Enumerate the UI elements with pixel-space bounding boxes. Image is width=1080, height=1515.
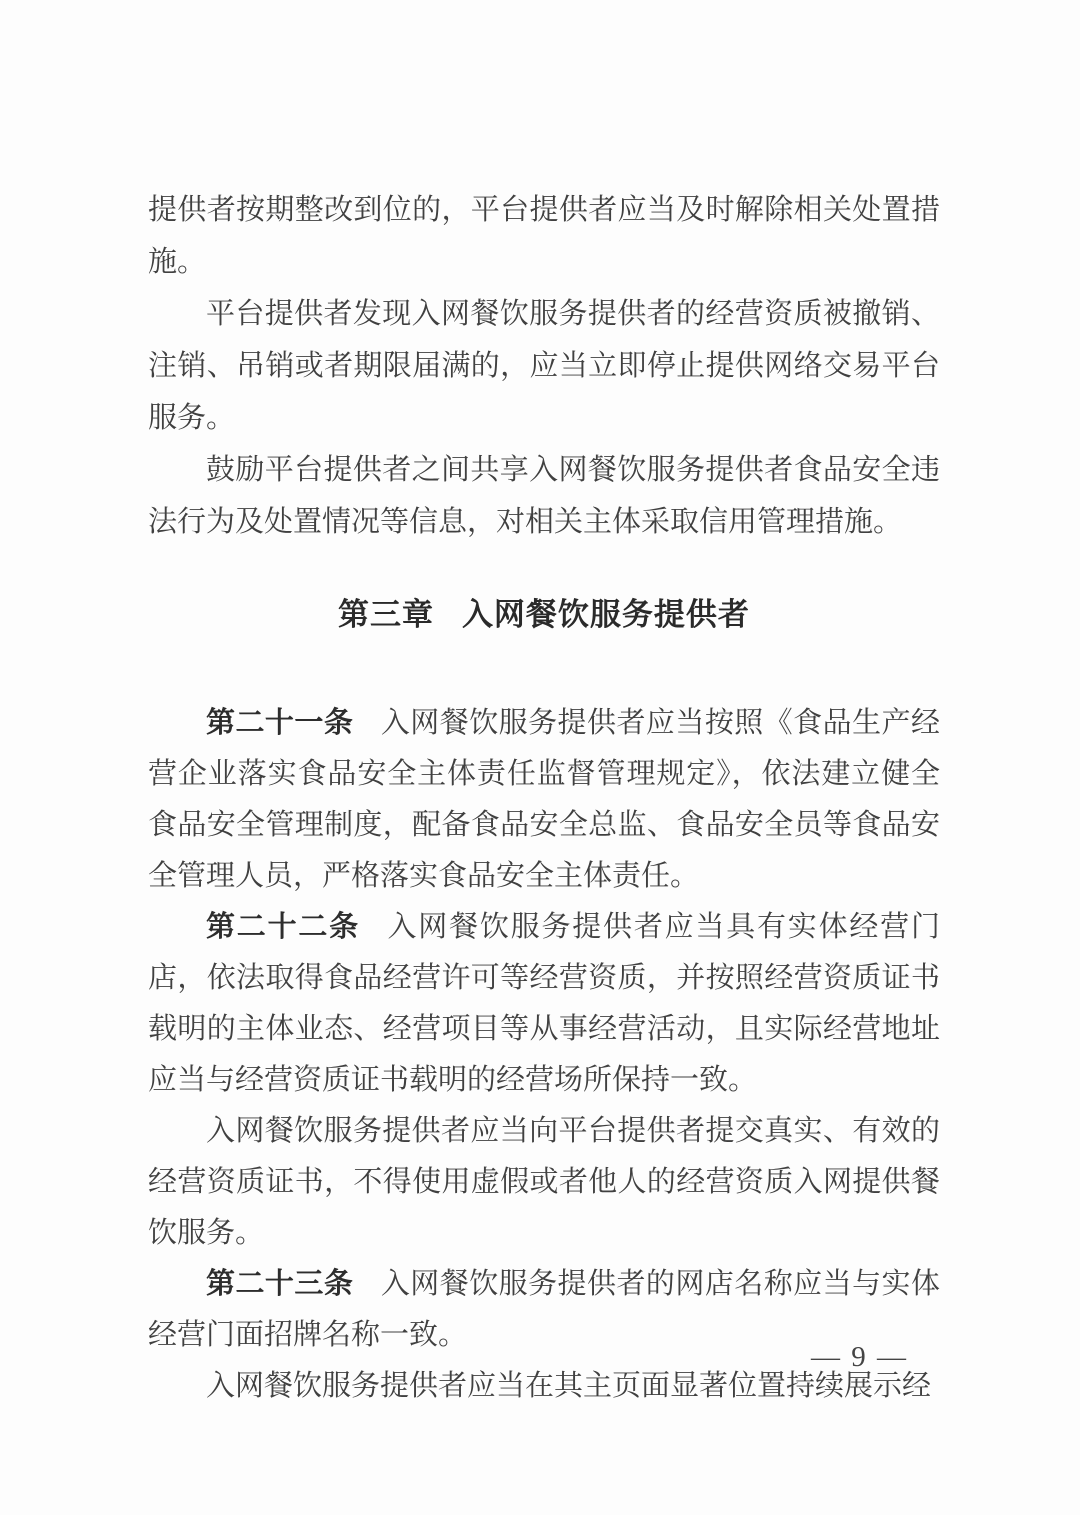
article-21-number: 第二十一条: [206, 707, 354, 739]
chapter-title: 入网餐饮服务提供者: [461, 597, 750, 632]
article-22-paragraph-2: 入网餐饮服务提供者应当向平台提供者提交真实、有效的经营资质证书，不得使用虚假或者他人的经营资质入网提供餐饮服务。: [148, 1115, 940, 1249]
articles-section: [148, 698, 940, 1412]
article-21-text: 入网餐饮服务提供者应当按照《食品生产经营企业落实食品安全主体责任监督管理规定》，依法建立健全食品安全管理制度，配备食品安全总监、食品安全员等食品安全管理人员，严格落实食品安全主体责任。: [148, 707, 940, 892]
continuation-paragraph: 提供者按期整改到位的，平台提供者应当及时解除相关处置措施。: [148, 194, 940, 278]
article-21: [148, 698, 940, 902]
paragraph: 鼓励平台提供者之间共享入网餐饮服务提供者食品安全违法行为及处置情况等信息，对相关主体采取信用管理措施。: [148, 454, 940, 538]
article-22: [148, 902, 940, 1106]
article-23-paragraph-2: 入网餐饮服务提供者应当在其主页面显著位置持续展示经: [206, 1370, 932, 1402]
chapter-heading: [148, 586, 940, 644]
article-23-text: 入网餐饮服务提供者的网店名称应当与实体经营门面招牌名称一致。: [148, 1268, 940, 1351]
chapter-number: 第三章: [338, 597, 435, 632]
article-22-text: 入网餐饮服务提供者应当具有实体经营门店，依法取得食品经营许可等经营资质，并按照经营资质证书载明的主体业态、经营项目等从事经营活动，且实际经营地址应当与经营资质证书载明的经营场所保持一致。: [148, 911, 940, 1096]
intro-section: [148, 184, 940, 548]
article-23-number: 第二十三条: [206, 1268, 354, 1300]
article-22-number: 第二十二条: [206, 911, 360, 943]
page-number: — 9 —: [811, 1341, 908, 1373]
paragraph: 平台提供者发现入网餐饮服务提供者的经营资质被撤销、注销、吊销或者期限届满的，应当立即停止提供网络交易平台服务。: [148, 298, 940, 434]
